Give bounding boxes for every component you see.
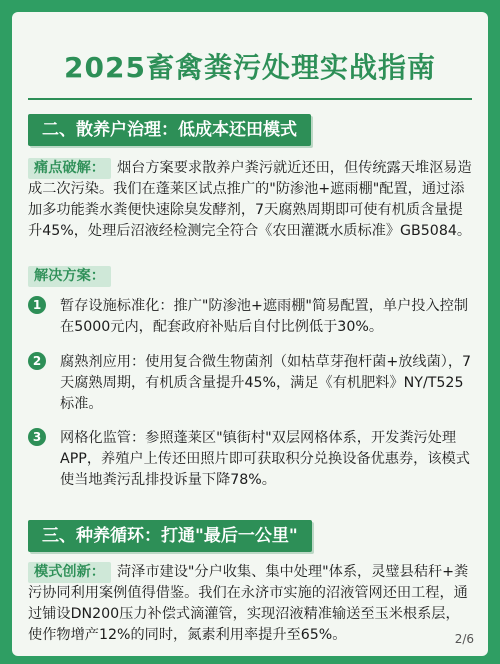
model-tag: 模式创新： bbox=[28, 562, 111, 583]
solution-item-1: 暂存设施标准化：推广"防渗池+遮雨棚"简易配置，单户投入控制在5000元内，配套政府补贴后自付比例低于30%。 bbox=[60, 298, 469, 335]
pain-point-text: 烟台方案要求散养户粪污就近还田，但传统露天堆沤易造成二次污染。我们在蓬莱区试点推广的"防渗池+遮雨棚"配置，通过添加多功能粪水粪便快速除臭发酵剂，7天腐熟周期即可使有机质含量提升45%，处理后沼液经检测完全符合《农田灌溉水质标准》GB5084。 bbox=[28, 160, 472, 239]
solution-tag: 解决方案： bbox=[28, 266, 111, 287]
solution-item-2: 腐熟剂应用：使用复合微生物菌剂（如枯草芽孢杆菌+放线菌），7天腐熟周期，有机质含量提升45%，满足《有机肥料》NY/T525标准。 bbox=[60, 354, 472, 412]
model-text: 菏泽市建设"分户收集、集中处理"体系，灵璧县秸秆+粪污协同利用案例值得借鉴。我们在永济市实施的沼液管网还田工程，通过铺设DN200压力补偿式滴灌管，实现沼液精准输送至玉米根系层，使作物增产12%的同时，氮素利用率提升至65%。 bbox=[28, 564, 469, 643]
item-number-1: 1 bbox=[28, 296, 46, 314]
title-divider bbox=[28, 98, 472, 100]
document-page bbox=[12, 12, 488, 656]
item-number-3: 3 bbox=[28, 428, 46, 446]
page-title: 2025畜禽粪污处理实战指南 bbox=[64, 51, 436, 84]
section-heading-2: 三、种养循环：打通"最后一公里" bbox=[28, 520, 312, 552]
solution-item-3: 网格化监管：参照蓬莱区"镇街村"双层网格体系，开发粪污处理APP，养殖户上传还田照片即可获取积分兑换设备优惠券，该模式使当地粪污乱排投诉量下降78%。 bbox=[60, 430, 470, 488]
section-heading-1: 二、散养户治理：低成本还田模式 bbox=[28, 114, 311, 146]
page-number: 2/6 bbox=[454, 632, 474, 646]
model-paragraph bbox=[28, 562, 472, 646]
pain-point-tag: 痛点破解： bbox=[28, 158, 111, 179]
pain-point-paragraph bbox=[28, 158, 472, 242]
item-number-2: 2 bbox=[28, 352, 46, 370]
